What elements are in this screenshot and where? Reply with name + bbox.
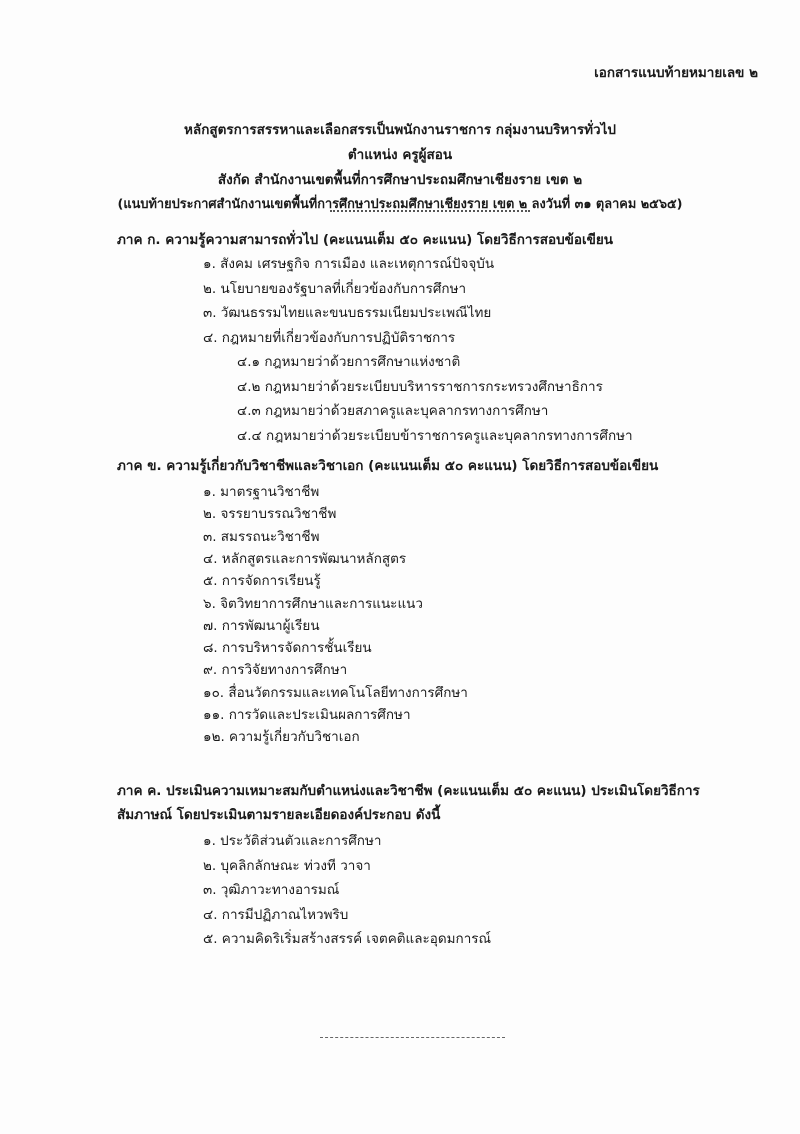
part-a-item: ๓. วัฒนธรรมไทยและขนบธรรมเนียมประเพณีไทย <box>203 305 492 321</box>
part-a-item: ๔. กฎหมายที่เกี่ยวข้องกับการปฏิบัติราชการ <box>203 329 456 346</box>
part-a-item: ๑. สังคม เศรษฐกิจ การเมือง และเหตุการณ์ปัจจุบัน <box>203 256 495 272</box>
title-line-3: สังกัด สำนักงานเขตพื้นที่การศึกษาประถมศึกษาเชียงราย เขต ๒ <box>217 172 583 188</box>
part-b-item: ๑. มาตรฐานวิชาชีพ <box>203 484 320 500</box>
part-b-item: ๕. การจัดการเรียนรู้ <box>203 573 321 590</box>
part-c-heading-1: ภาค ค. ประเมินความเหมาะสมกับตำแหน่งและวิชาชีพ (คะแนนเต็ม ๕๐ คะแนน) ประเมินโดยวิธีการ <box>117 783 700 799</box>
part-b-item: ๖. จิตวิทยาการศึกษาและการแนะแนว <box>203 595 423 612</box>
title-line-1: หลักสูตรการสรรหาและเลือกสรรเป็นพนักงานราชการ กลุ่มงานบริหารทั่วไป <box>184 122 616 138</box>
title-line-2: ตำแหน่ง ครูผู้สอน <box>347 147 453 163</box>
title-line-4: (แนบท้ายประกาศสำนักงานเขตพื้นที่การศึกษาประถมศึกษาเชียงราย เขต ๒ ลงวันที่ ๓๑ ตุลาคม ๒๕๖๕) <box>117 197 683 212</box>
end-divider <box>320 1037 505 1038</box>
dotted-divider <box>330 210 530 212</box>
part-c-item: ๕. ความคิดริเริ่มสร้างสรรค์ เจตคติและอุดมการณ์ <box>203 931 492 947</box>
part-c-item: ๑. ประวัติส่วนตัวและการศึกษา <box>203 833 382 849</box>
part-b-item: ๗. การพัฒนาผู้เรียน <box>203 617 320 634</box>
part-b-item: ๑๐. สื่อนวัตกรรมและเทคโนโลยีทางการศึกษา <box>203 684 468 701</box>
part-c-item: ๔. การมีปฏิภาณไหวพริบ <box>203 906 349 923</box>
part-b-item: ๒. จรรยาบรรณวิชาชีพ <box>203 506 337 523</box>
part-a-subitem: ๔.๓ กฎหมายว่าด้วยสภาครูและบุคลากรทางการศึกษา <box>237 403 549 419</box>
part-a-subitem: ๔.๔ กฎหมายว่าด้วยระเบียบข้าราชการครูและบุคลากรทางการศึกษา <box>237 427 633 444</box>
part-b-item: ๑๒. ความรู้เกี่ยวกับวิชาเอก <box>203 729 360 746</box>
part-a-subitem: ๔.๑ กฎหมายว่าด้วยการศึกษาแห่งชาติ <box>237 354 461 370</box>
part-b-item: ๘. การบริหารจัดการชั้นเรียน <box>203 640 372 657</box>
part-b-heading: ภาค ข. ความรู้เกี่ยวกับวิชาชีพและวิชาเอก (คะแนนเต็ม ๕๐ คะแนน) โดยวิธีการสอบข้อเขียน <box>117 458 659 474</box>
part-c-item: ๓. วุฒิภาวะทางอารมณ์ <box>203 882 340 898</box>
part-b-item: ๙. การวิจัยทางการศึกษา <box>203 662 348 679</box>
part-c-item: ๒. บุคลิกลักษณะ ท่วงที วาจา <box>203 857 371 874</box>
part-b-item: ๑๑. การวัดและประเมินผลการศึกษา <box>203 707 411 723</box>
part-a-subitem: ๔.๒ กฎหมายว่าด้วยระเบียบบริหารราชการกระทรวงศึกษาธิการ <box>237 378 603 395</box>
part-a-item: ๒. นโยบายของรัฐบาลที่เกี่ยวข้องกับการศึกษา <box>203 280 467 297</box>
part-c-heading-2: สัมภาษณ์ โดยประเมินตามรายละเอียดองค์ประกอบ ดังนี้ <box>117 807 441 823</box>
part-a-heading: ภาค ก. ความรู้ความสามารถทั่วไป (คะแนนเต็ม ๕๐ คะแนน) โดยวิธีการสอบข้อเขียน <box>117 232 613 248</box>
part-b-item: ๔. หลักสูตรและการพัฒนาหลักสูตร <box>203 550 407 567</box>
part-b-item: ๓. สมรรถนะวิชาชีพ <box>203 528 320 545</box>
attachment-label: เอกสารแนบท้ายหมายเลข ๒ <box>594 65 758 81</box>
